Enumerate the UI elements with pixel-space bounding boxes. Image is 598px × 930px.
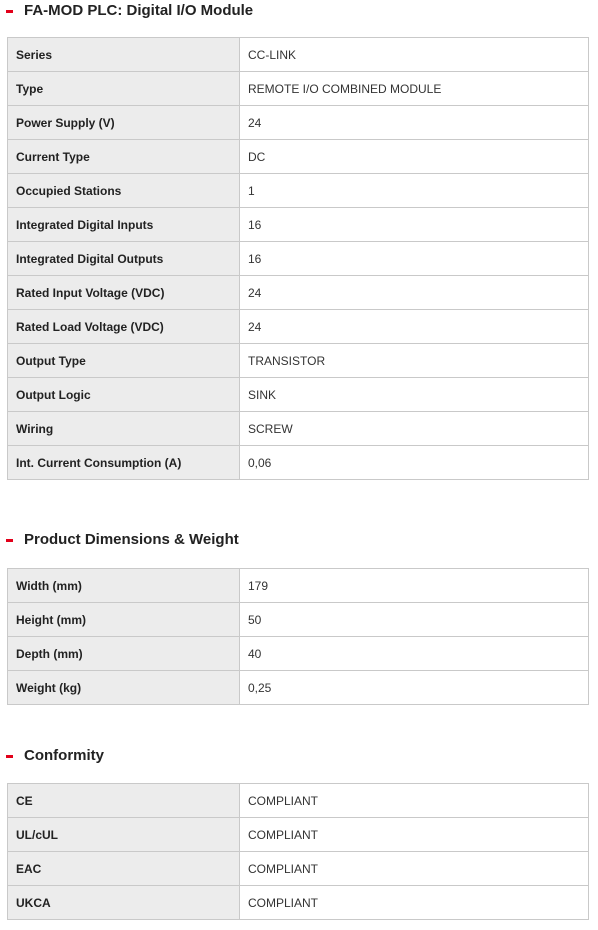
row-value: 50: [240, 603, 589, 637]
row-label: CE: [8, 784, 240, 818]
table-row: [8, 208, 589, 242]
heading-marker: [6, 539, 13, 542]
table-row: [8, 637, 589, 671]
row-value: 0,25: [240, 671, 589, 705]
section-heading-dimensions: [0, 528, 598, 552]
row-value: 40: [240, 637, 589, 671]
table-row: [8, 38, 589, 72]
row-value: SCREW: [240, 412, 589, 446]
spec-table-module: [7, 37, 589, 480]
row-label: UKCA: [8, 886, 240, 920]
table-row: [8, 671, 589, 705]
row-value: 16: [240, 208, 589, 242]
row-value: 0,06: [240, 446, 589, 480]
row-label: Current Type: [8, 140, 240, 174]
row-value: COMPLIANT: [240, 818, 589, 852]
row-label: Occupied Stations: [8, 174, 240, 208]
heading-marker: [6, 10, 13, 13]
row-value: SINK: [240, 378, 589, 412]
row-value: 1: [240, 174, 589, 208]
row-label: Type: [8, 72, 240, 106]
row-value: REMOTE I/O COMBINED MODULE: [240, 72, 589, 106]
table-row: [8, 378, 589, 412]
row-label: Rated Load Voltage (VDC): [8, 310, 240, 344]
section-title: Product Dimensions & Weight: [24, 531, 239, 548]
row-value: 16: [240, 242, 589, 276]
row-label: UL/cUL: [8, 818, 240, 852]
table-row: [8, 140, 589, 174]
table-row: [8, 603, 589, 637]
row-label: Height (mm): [8, 603, 240, 637]
row-value: COMPLIANT: [240, 852, 589, 886]
table-row: [8, 276, 589, 310]
row-label: Wiring: [8, 412, 240, 446]
row-label: Width (mm): [8, 569, 240, 603]
spec-table-conformity: [7, 783, 589, 920]
section-title: FA-MOD PLC: Digital I/O Module: [24, 2, 254, 19]
row-label: Rated Input Voltage (VDC): [8, 276, 240, 310]
row-label: Series: [8, 38, 240, 72]
row-label: Weight (kg): [8, 671, 240, 705]
table-row: [8, 446, 589, 480]
table-row: [8, 852, 589, 886]
heading-marker: [6, 755, 13, 758]
table-row: [8, 174, 589, 208]
table-row: [8, 242, 589, 276]
row-label: Output Type: [8, 344, 240, 378]
table-row: [8, 818, 589, 852]
row-value: DC: [240, 140, 589, 174]
row-label: Integrated Digital Inputs: [8, 208, 240, 242]
section-heading-module: [0, 0, 598, 23]
section-title: Conformity: [24, 747, 104, 764]
row-label: EAC: [8, 852, 240, 886]
row-value: 24: [240, 276, 589, 310]
table-row: [8, 886, 589, 920]
spec-table-dimensions: [7, 568, 589, 705]
row-label: Power Supply (V): [8, 106, 240, 140]
row-label: Int. Current Consumption (A): [8, 446, 240, 480]
row-value: TRANSISTOR: [240, 344, 589, 378]
table-row: [8, 784, 589, 818]
table-row: [8, 310, 589, 344]
row-value: 24: [240, 106, 589, 140]
table-row: [8, 106, 589, 140]
row-label: Depth (mm): [8, 637, 240, 671]
table-row: [8, 412, 589, 446]
table-row: [8, 569, 589, 603]
table-row: [8, 344, 589, 378]
row-value: 24: [240, 310, 589, 344]
section-heading-conformity: [0, 744, 598, 768]
row-label: Output Logic: [8, 378, 240, 412]
row-value: COMPLIANT: [240, 784, 589, 818]
row-value: CC-LINK: [240, 38, 589, 72]
row-value: COMPLIANT: [240, 886, 589, 920]
row-label: Integrated Digital Outputs: [8, 242, 240, 276]
table-row: [8, 72, 589, 106]
row-value: 179: [240, 569, 589, 603]
